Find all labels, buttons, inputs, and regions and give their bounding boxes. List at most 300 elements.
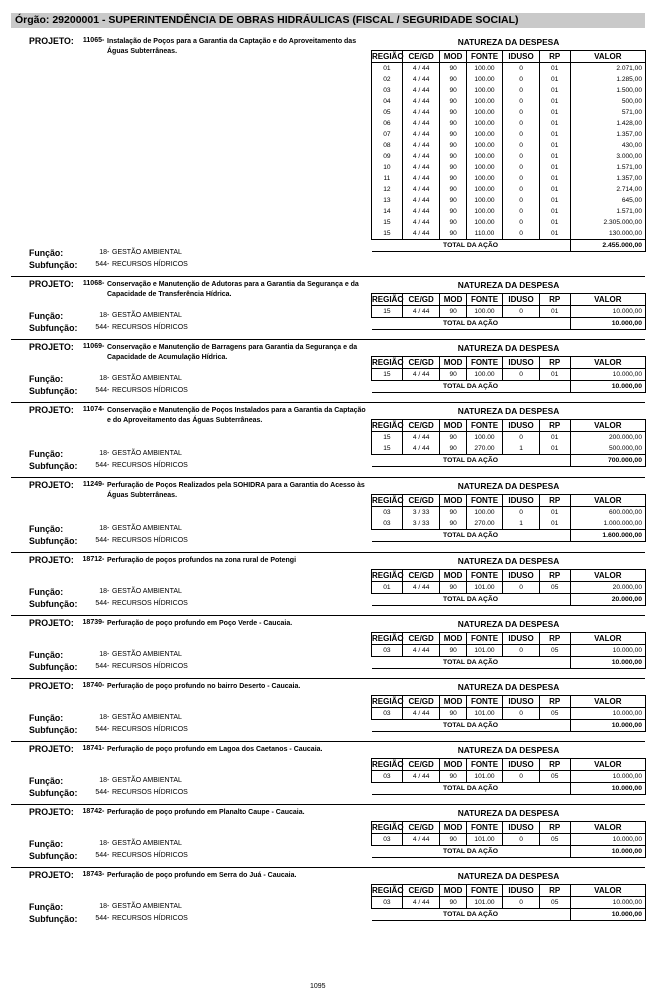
subfuncao-dash: -	[107, 261, 110, 268]
table-cell: 500,00	[570, 96, 645, 107]
subfuncao-dash: -	[107, 387, 110, 394]
projeto-code: 18740	[82, 682, 102, 689]
table-row	[372, 771, 646, 783]
table-cell: 101.00	[466, 582, 503, 594]
total-row	[372, 318, 646, 330]
table-cell: 01	[539, 173, 570, 184]
table-cell: 100.00	[466, 74, 503, 85]
funcao-code: 18	[99, 450, 107, 457]
projeto-description: Conservação e Manutenção de Poços Instalados para a Garantia da Captação e do Aproveitamento das Águas Subterrâneas.	[107, 407, 366, 424]
table-cell: 01	[539, 85, 570, 96]
projeto-description: Perfuração de poço profundo em Poço Verde - Caucaia.	[107, 620, 293, 627]
table-cell: 0	[503, 217, 540, 228]
total-row	[372, 594, 646, 606]
table-cell: 05	[372, 107, 403, 118]
column-header: REGIÃO	[372, 823, 404, 832]
funcao-label: Função:	[29, 839, 64, 849]
funcao-label: Função:	[29, 587, 64, 597]
table-cell: 4 / 44	[402, 162, 440, 173]
table-cell: 100.00	[466, 63, 503, 75]
projeto-label: PROJETO:	[29, 279, 74, 289]
projeto-label: PROJETO:	[29, 555, 74, 565]
table-header-row	[372, 570, 646, 582]
despesa-table	[371, 569, 646, 606]
table-cell: 4 / 44	[402, 228, 440, 240]
column-header: RP	[539, 51, 570, 63]
funcao-dash: -	[107, 450, 110, 457]
subfuncao-dash: -	[107, 726, 110, 733]
funcao-text: GESTÃO AMBIENTAL	[112, 249, 182, 256]
table-cell: 15	[372, 228, 403, 240]
projeto-block	[11, 402, 645, 477]
projeto-dash: -	[102, 37, 105, 44]
projeto-description: Conservação e Manutenção de Adutoras para a Garantia da Segurança e da Capacidade de Transferência Hídrica.	[107, 281, 359, 298]
table-cell: 4 / 44	[402, 85, 440, 96]
subfuncao-dash: -	[107, 789, 110, 796]
table-cell: 01	[539, 369, 570, 381]
column-header: REGIÃO	[372, 421, 404, 430]
table-cell: 0	[503, 582, 540, 594]
table-row	[372, 184, 646, 195]
projeto-description: Perfuração de poço profundo em Planalto Caupe - Caucaia.	[107, 809, 305, 816]
table-cell: 01	[539, 228, 570, 240]
projeto-description: Perfuração de Poços Realizados pela SOHIDRA para a Garantia do Acesso às Águas Subterrâneas.	[107, 482, 365, 499]
table-cell: 01	[539, 217, 570, 228]
table-cell: 05	[539, 771, 570, 783]
table-cell: 90	[440, 63, 466, 75]
subfuncao-code: 544	[95, 324, 107, 331]
table-cell: 10.000,00	[570, 897, 645, 909]
subfuncao-code: 544	[95, 915, 107, 922]
table-cell: 4 / 44	[402, 645, 440, 657]
subfuncao-text: RECURSOS HÍDRICOS	[112, 852, 188, 859]
table-row	[372, 85, 646, 96]
total-value: 10.000,00	[570, 783, 645, 795]
column-header: VALOR	[570, 570, 645, 582]
table-cell: 100.00	[466, 195, 503, 206]
table-cell: 90	[440, 206, 466, 217]
table-cell: 90	[440, 173, 466, 184]
table-cell: 90	[440, 74, 466, 85]
table-cell: 90	[440, 518, 466, 530]
column-header: IDUSO	[503, 759, 540, 771]
table-cell: 0	[503, 96, 540, 107]
column-header: IDUSO	[503, 357, 540, 369]
column-header: REGIÃO	[372, 358, 404, 367]
table-row	[372, 306, 646, 318]
table-cell: 90	[440, 708, 466, 720]
table-cell: 13	[372, 195, 403, 206]
column-header: CE/GD	[402, 696, 440, 708]
column-header: MOD	[440, 51, 466, 63]
total-label: TOTAL DA AÇÃO	[372, 530, 571, 542]
table-cell: 90	[440, 129, 466, 140]
table-row	[372, 645, 646, 657]
table-header-row	[372, 885, 646, 897]
despesa-table	[371, 758, 646, 795]
table-cell: 100.00	[466, 85, 503, 96]
table-cell: 0	[503, 74, 540, 85]
projeto-description: Perfuração de poço profundo em Serra do Juá - Caucaia.	[107, 872, 297, 879]
table-row	[372, 507, 646, 519]
column-header: CE/GD	[402, 357, 440, 369]
natureza-despesa-title: NATUREZA DA DESPESA	[457, 406, 560, 416]
projeto-label: PROJETO:	[29, 870, 74, 880]
table-cell: 4 / 44	[402, 96, 440, 107]
table-cell: 90	[440, 507, 466, 519]
table-cell: 01	[539, 151, 570, 162]
column-header: CE/GD	[402, 294, 440, 306]
table-cell: 101.00	[466, 834, 503, 846]
funcao-label: Função:	[29, 902, 64, 912]
natureza-despesa-title: NATUREZA DA DESPESA	[457, 556, 560, 566]
total-row	[372, 657, 646, 669]
table-cell: 0	[503, 85, 540, 96]
table-row	[372, 582, 646, 594]
subfuncao-dash: -	[107, 663, 110, 670]
table-header-row	[372, 759, 646, 771]
subfuncao-dash: -	[107, 537, 110, 544]
column-header: RP	[539, 294, 570, 306]
table-row	[372, 129, 646, 140]
table-cell: 01	[539, 107, 570, 118]
table-cell: 571,00	[570, 107, 645, 118]
table-cell: 4 / 44	[402, 195, 440, 206]
table-cell: 4 / 44	[402, 184, 440, 195]
projeto-label: PROJETO:	[29, 480, 74, 490]
table-cell: 05	[539, 708, 570, 720]
table-cell: 10.000,00	[570, 708, 645, 720]
total-value: 1.600.000,00	[570, 530, 645, 542]
funcao-code: 18	[99, 375, 107, 382]
column-header: VALOR	[570, 633, 645, 645]
table-cell: 100.00	[466, 118, 503, 129]
table-cell: 200.000,00	[570, 432, 645, 444]
column-header: REGIÃO	[372, 295, 404, 304]
total-label: TOTAL DA AÇÃO	[372, 657, 571, 669]
total-label: TOTAL DA AÇÃO	[372, 318, 571, 330]
table-cell: 101.00	[466, 708, 503, 720]
total-label: TOTAL DA AÇÃO	[372, 240, 571, 252]
table-cell: 0	[503, 118, 540, 129]
total-label: TOTAL DA AÇÃO	[372, 909, 571, 921]
funcao-code: 18	[99, 714, 107, 721]
natureza-despesa-title: NATUREZA DA DESPESA	[457, 808, 560, 818]
table-cell: 15	[372, 217, 403, 228]
column-header: RP	[539, 759, 570, 771]
total-row	[372, 846, 646, 858]
funcao-dash: -	[107, 375, 110, 382]
table-cell: 90	[440, 217, 466, 228]
table-cell: 15	[372, 306, 403, 318]
natureza-despesa-title: NATUREZA DA DESPESA	[457, 481, 560, 491]
total-value: 700.000,00	[570, 455, 645, 467]
table-cell: 10.000,00	[570, 771, 645, 783]
projeto-dash: -	[102, 808, 105, 815]
table-cell: 100.00	[466, 173, 503, 184]
table-header-row	[372, 357, 646, 369]
total-row	[372, 720, 646, 732]
subfuncao-label: Subfunção:	[29, 725, 78, 735]
table-cell: 1.000.000,00	[570, 518, 645, 530]
column-header: CE/GD	[402, 51, 440, 63]
column-header: VALOR	[570, 357, 645, 369]
projeto-code: 11068	[82, 280, 102, 287]
subfuncao-label: Subfunção:	[29, 599, 78, 609]
table-cell: 0	[503, 228, 540, 240]
funcao-dash: -	[107, 651, 110, 658]
natureza-despesa-title: NATUREZA DA DESPESA	[457, 37, 560, 47]
funcao-text: GESTÃO AMBIENTAL	[112, 525, 182, 532]
funcao-code: 18	[99, 249, 107, 256]
projeto-label: PROJETO:	[29, 405, 74, 415]
funcao-text: GESTÃO AMBIENTAL	[112, 777, 182, 784]
table-row	[372, 897, 646, 909]
table-cell: 100.00	[466, 507, 503, 519]
column-header: MOD	[440, 885, 466, 897]
table-cell: 01	[539, 118, 570, 129]
table-cell: 4 / 44	[402, 897, 440, 909]
subfuncao-dash: -	[107, 915, 110, 922]
table-cell: 2.071,00	[570, 63, 645, 75]
table-header-row	[372, 696, 646, 708]
funcao-text: GESTÃO AMBIENTAL	[112, 651, 182, 658]
column-header: VALOR	[570, 885, 645, 897]
table-cell: 4 / 44	[402, 306, 440, 318]
projeto-label: PROJETO:	[29, 36, 74, 46]
column-header: VALOR	[570, 696, 645, 708]
table-cell: 90	[440, 443, 466, 455]
total-row	[372, 240, 646, 252]
table-cell: 0	[503, 206, 540, 217]
table-cell: 0	[503, 107, 540, 118]
table-cell: 1.571,00	[570, 206, 645, 217]
projeto-dash: -	[102, 682, 105, 689]
projeto-label: PROJETO:	[29, 807, 74, 817]
column-header: CE/GD	[402, 420, 440, 432]
total-label: TOTAL DA AÇÃO	[372, 846, 571, 858]
column-header: MOD	[440, 294, 466, 306]
subfuncao-text: RECURSOS HÍDRICOS	[112, 663, 188, 670]
table-cell: 01	[539, 443, 570, 455]
column-header: FONTE	[466, 357, 503, 369]
column-header: REGIÃO	[372, 496, 404, 505]
total-value: 10.000,00	[570, 846, 645, 858]
total-value: 10.000,00	[570, 909, 645, 921]
column-header: IDUSO	[503, 495, 540, 507]
table-cell: 02	[372, 74, 403, 85]
despesa-table	[371, 821, 646, 858]
column-header: IDUSO	[503, 420, 540, 432]
funcao-text: GESTÃO AMBIENTAL	[112, 450, 182, 457]
total-label: TOTAL DA AÇÃO	[372, 381, 571, 393]
funcao-label: Função:	[29, 524, 64, 534]
column-header: FONTE	[466, 822, 503, 834]
column-header: IDUSO	[503, 633, 540, 645]
table-cell: 01	[539, 162, 570, 173]
column-header: MOD	[440, 495, 466, 507]
despesa-table	[371, 884, 646, 921]
subfuncao-text: RECURSOS HÍDRICOS	[112, 537, 188, 544]
table-row	[372, 217, 646, 228]
total-row	[372, 530, 646, 542]
column-header: RP	[539, 885, 570, 897]
table-header-row	[372, 294, 646, 306]
subfuncao-label: Subfunção:	[29, 662, 78, 672]
table-cell: 1.428,00	[570, 118, 645, 129]
table-cell: 90	[440, 195, 466, 206]
subfuncao-label: Subfunção:	[29, 851, 78, 861]
subfuncao-text: RECURSOS HÍDRICOS	[112, 789, 188, 796]
subfuncao-label: Subfunção:	[29, 323, 78, 333]
table-cell: 90	[440, 771, 466, 783]
projeto-block	[11, 615, 645, 678]
table-cell: 100.00	[466, 151, 503, 162]
table-cell: 1.357,00	[570, 129, 645, 140]
natureza-despesa-title: NATUREZA DA DESPESA	[457, 619, 560, 629]
table-row	[372, 369, 646, 381]
table-cell: 0	[503, 834, 540, 846]
table-cell: 90	[440, 306, 466, 318]
projeto-code: 18712	[82, 556, 102, 563]
table-cell: 90	[440, 834, 466, 846]
column-header: FONTE	[466, 51, 503, 63]
funcao-label: Função:	[29, 248, 64, 258]
table-cell: 90	[440, 897, 466, 909]
projeto-block	[11, 867, 645, 930]
table-cell: 12	[372, 184, 403, 195]
subfuncao-dash: -	[107, 462, 110, 469]
funcao-label: Função:	[29, 776, 64, 786]
table-cell: 90	[440, 85, 466, 96]
table-row	[372, 708, 646, 720]
table-cell: 10.000,00	[570, 306, 645, 318]
table-cell: 0	[503, 184, 540, 195]
subfuncao-label: Subfunção:	[29, 536, 78, 546]
table-cell: 0	[503, 151, 540, 162]
column-header: FONTE	[466, 633, 503, 645]
table-cell: 01	[539, 306, 570, 318]
table-cell: 1	[503, 518, 540, 530]
table-cell: 645,00	[570, 195, 645, 206]
table-cell: 0	[503, 162, 540, 173]
projeto-code: 11069	[82, 343, 102, 350]
subfuncao-code: 544	[95, 726, 107, 733]
table-cell: 0	[503, 432, 540, 444]
projeto-block	[11, 34, 645, 276]
table-cell: 0	[503, 306, 540, 318]
column-header: MOD	[440, 696, 466, 708]
table-cell: 0	[503, 63, 540, 75]
projeto-block	[11, 276, 645, 339]
table-row	[372, 162, 646, 173]
column-header: CE/GD	[402, 633, 440, 645]
despesa-table	[371, 293, 646, 330]
table-cell: 4 / 44	[402, 369, 440, 381]
table-cell: 101.00	[466, 897, 503, 909]
column-header: MOD	[440, 633, 466, 645]
table-cell: 3.000,00	[570, 151, 645, 162]
projeto-dash: -	[102, 280, 105, 287]
table-cell: 4 / 44	[402, 432, 440, 444]
funcao-code: 18	[99, 651, 107, 658]
funcao-dash: -	[107, 777, 110, 784]
column-header: RP	[539, 696, 570, 708]
subfuncao-label: Subfunção:	[29, 788, 78, 798]
table-cell: 1.571,00	[570, 162, 645, 173]
column-header: RP	[539, 357, 570, 369]
table-cell: 90	[440, 140, 466, 151]
table-row	[372, 195, 646, 206]
table-cell: 100.00	[466, 140, 503, 151]
total-label: TOTAL DA AÇÃO	[372, 720, 571, 732]
column-header: REGIÃO	[372, 886, 404, 895]
table-cell: 90	[440, 228, 466, 240]
subfuncao-code: 544	[95, 789, 107, 796]
column-header: REGIÃO	[372, 760, 404, 769]
funcao-text: GESTÃO AMBIENTAL	[112, 588, 182, 595]
table-cell: 90	[440, 432, 466, 444]
subfuncao-label: Subfunção:	[29, 914, 78, 924]
column-header: RP	[539, 822, 570, 834]
table-cell: 0	[503, 771, 540, 783]
table-row	[372, 74, 646, 85]
subfuncao-text: RECURSOS HÍDRICOS	[112, 726, 188, 733]
projeto-code: 11065	[82, 37, 102, 44]
table-cell: 10	[372, 162, 403, 173]
table-cell: 430,00	[570, 140, 645, 151]
table-cell: 05	[539, 582, 570, 594]
projeto-dash: -	[102, 406, 105, 413]
table-row	[372, 518, 646, 530]
table-cell: 0	[503, 173, 540, 184]
projeto-code: 11249	[82, 481, 102, 488]
table-cell: 01	[539, 518, 570, 530]
column-header: VALOR	[570, 420, 645, 432]
natureza-despesa-title: NATUREZA DA DESPESA	[457, 871, 560, 881]
funcao-dash: -	[107, 840, 110, 847]
total-row	[372, 783, 646, 795]
natureza-despesa-title: NATUREZA DA DESPESA	[457, 682, 560, 692]
table-cell: 03	[372, 834, 403, 846]
table-cell: 3 / 33	[402, 507, 440, 519]
total-label: TOTAL DA AÇÃO	[372, 783, 571, 795]
table-cell: 1.357,00	[570, 173, 645, 184]
table-cell: 4 / 44	[402, 443, 440, 455]
table-row	[372, 63, 646, 75]
table-cell: 2.305.000,00	[570, 217, 645, 228]
funcao-text: GESTÃO AMBIENTAL	[112, 312, 182, 319]
table-cell: 15	[372, 369, 403, 381]
table-cell: 270.00	[466, 443, 503, 455]
table-cell: 01	[539, 129, 570, 140]
table-cell: 01	[539, 140, 570, 151]
despesa-table	[371, 632, 646, 669]
funcao-text: GESTÃO AMBIENTAL	[112, 903, 182, 910]
subfuncao-code: 544	[95, 663, 107, 670]
table-cell: 10.000,00	[570, 369, 645, 381]
column-header: CE/GD	[402, 885, 440, 897]
table-header-row	[372, 495, 646, 507]
table-cell: 4 / 44	[402, 63, 440, 75]
projeto-label: PROJETO:	[29, 744, 74, 754]
table-cell: 4 / 44	[402, 140, 440, 151]
table-cell: 4 / 44	[402, 708, 440, 720]
subfuncao-code: 544	[95, 462, 107, 469]
table-cell: 0	[503, 129, 540, 140]
column-header: FONTE	[466, 759, 503, 771]
table-cell: 01	[539, 432, 570, 444]
